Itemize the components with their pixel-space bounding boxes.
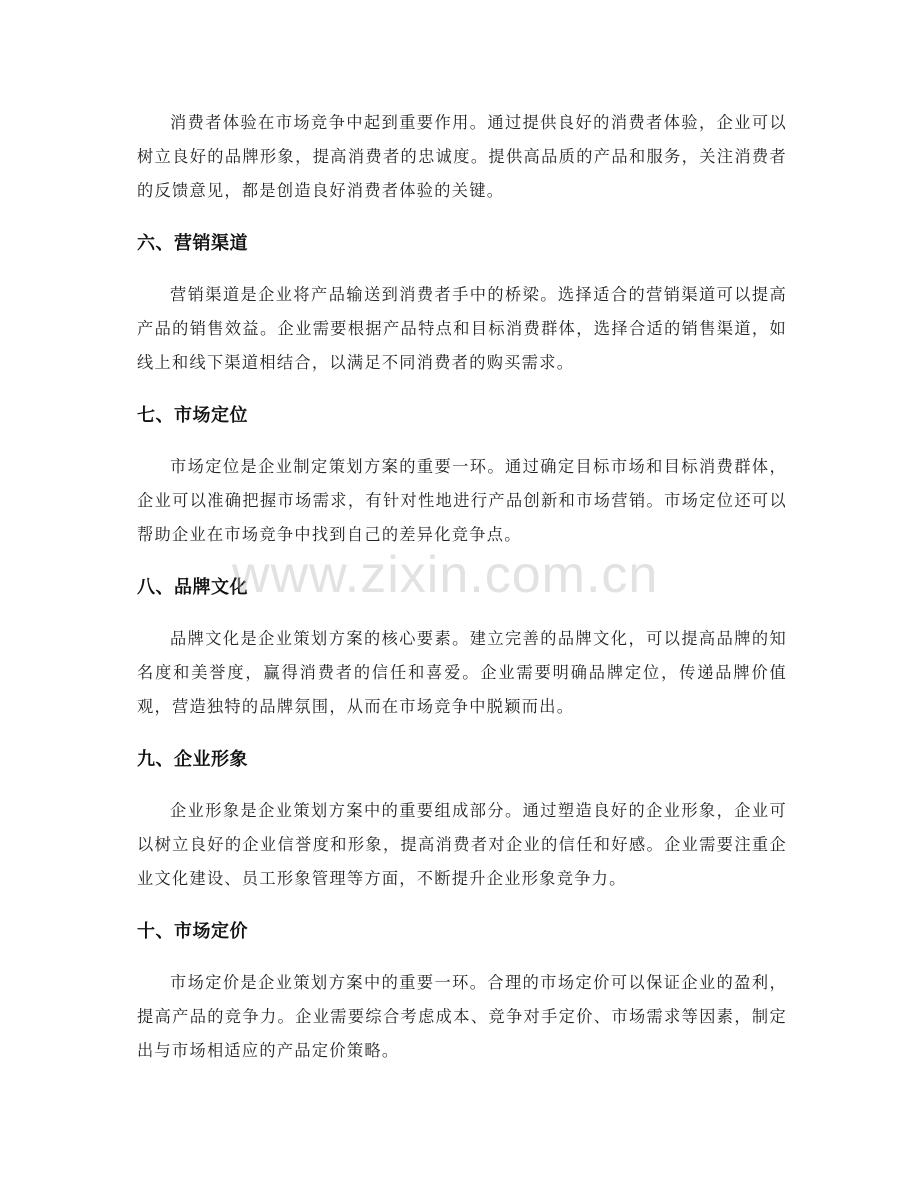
section-heading-brand-culture: 八、品牌文化	[137, 577, 248, 598]
section-paragraph-market-pricing: 市场定价是企业策划方案中的重要一环。合理的市场定价可以保证企业的盈利，提高产品的竞争力。企业需要综合考虑成本、竞争对手定价、市场需求等因素，制定出与市场相适应的产品定价策略。	[137, 973, 787, 1060]
watermark: www.zixin.com.cn	[232, 546, 659, 604]
section-paragraph-brand-culture: 品牌文化是企业策划方案的核心要素。建立完善的品牌文化，可以提高品牌的知名度和美誉度，赢得消费者的信任和喜爱。企业需要明确品牌定位，传递品牌价值观，营造独特的品牌氛围，从而在市场竞争中脱颖而出。	[137, 629, 787, 716]
section-heading-marketing-channels: 六、营销渠道	[137, 233, 248, 254]
intro-paragraph: 消费者体验在市场竞争中起到重要作用。通过提供良好的消费者体验，企业可以树立良好的品牌形象，提高消费者的忠诚度。提供高品质的产品和服务，关注消费者的反馈意见，都是创造良好消费者体验的关键。	[137, 113, 787, 200]
section-paragraph-market-positioning: 市场定位是企业制定策划方案的重要一环。通过确定目标市场和目标消费群体，企业可以准确把握市场需求，有针对性地进行产品创新和市场营销。市场定位还可以帮助企业在市场竞争中找到自己的差异化竞争点。	[137, 457, 787, 544]
section-heading-market-pricing: 十、市场定价	[137, 921, 248, 942]
section-heading-market-positioning: 七、市场定位	[137, 405, 248, 426]
section-paragraph-corporate-image: 企业形象是企业策划方案中的重要组成部分。通过塑造良好的企业形象，企业可以树立良好的企业信誉度和形象，提高消费者对企业的信任和好感。企业需要注重企业文化建设、员工形象管理等方面，不断提升企业形象竞争力。	[137, 801, 787, 888]
section-paragraph-marketing-channels: 营销渠道是企业将产品输送到消费者手中的桥梁。选择适合的营销渠道可以提高产品的销售效益。企业需要根据产品特点和目标消费群体，选择合适的销售渠道，如线上和线下渠道相结合，以满足不同消费者的购买需求。	[137, 285, 787, 372]
section-heading-corporate-image: 九、企业形象	[137, 749, 248, 770]
